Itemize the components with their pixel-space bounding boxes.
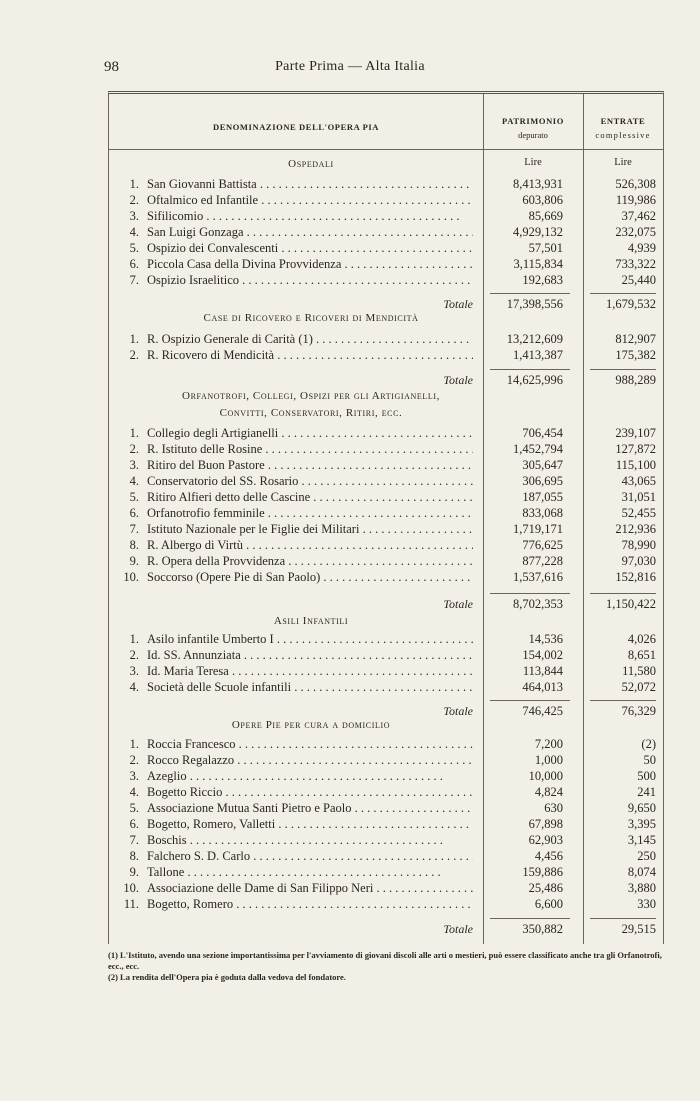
total-row xyxy=(109,921,663,937)
row-patrimonio: 1,000 xyxy=(534,753,563,767)
total-row xyxy=(109,372,663,388)
row-patrimonio: 159,886 xyxy=(522,865,563,879)
row-patrimonio: 85,669 xyxy=(528,209,563,223)
row-entrate: 43,065 xyxy=(621,474,656,488)
row-entrate: 9,650 xyxy=(627,801,656,815)
row-entrate: 232,075 xyxy=(615,225,656,239)
row-number: 8. xyxy=(129,538,139,552)
total-label: Totale xyxy=(443,922,473,936)
row-patrimonio: 3,115,834 xyxy=(513,257,563,271)
total-entrate: 76,329 xyxy=(621,704,656,718)
header-patrimonio xyxy=(483,114,583,142)
table-row xyxy=(109,425,663,441)
table-row xyxy=(109,521,663,537)
row-number: 2. xyxy=(129,442,139,456)
table-row xyxy=(109,784,663,800)
total-patrimonio: 17,398,556 xyxy=(506,297,563,311)
row-name: Soccorso (Opere Pie di San Paolo) . . . xyxy=(147,569,473,585)
row-name: Bogetto Riccio . . . xyxy=(147,784,473,800)
row-number: 3. xyxy=(129,664,139,678)
row-patrimonio: 306,695 xyxy=(522,474,563,488)
footnote-1: (1) L'Istituto, avendo una sezione importantissima per l'avviamento di giovani discoli alle arti o mestieri, può essere classificato anche tra gli Orfanotrofi, ecc., ecc. xyxy=(108,950,662,971)
row-name: Ospizio Israelitico . . . xyxy=(147,272,473,288)
row-entrate: 175,382 xyxy=(615,348,656,362)
row-number: 1. xyxy=(129,737,139,751)
unit-label-patrimonio: Lire xyxy=(524,157,542,168)
row-entrate: 152,816 xyxy=(615,570,656,584)
running-head: Parte Prima — Alta Italia xyxy=(275,59,425,74)
table-row xyxy=(109,347,663,363)
table-row xyxy=(109,473,663,489)
table-row xyxy=(109,192,663,208)
row-entrate: 8,074 xyxy=(627,865,656,879)
total-label: Totale xyxy=(443,373,473,387)
total-patrimonio: 746,425 xyxy=(522,704,563,718)
row-entrate: 526,308 xyxy=(615,177,656,191)
row-number: 3. xyxy=(129,458,139,472)
row-entrate: 3,880 xyxy=(627,881,656,895)
table-row xyxy=(109,832,663,848)
row-name: Istituto Nazionale per le Figlie dei Militari . . . xyxy=(147,521,473,537)
total-entrate: 988,289 xyxy=(615,373,656,387)
total-entrate: 29,515 xyxy=(621,922,656,936)
row-patrimonio: 113,844 xyxy=(522,664,563,678)
row-patrimonio: 57,501 xyxy=(528,241,563,255)
row-patrimonio: 877,228 xyxy=(522,554,563,568)
row-number: 4. xyxy=(129,474,139,488)
total-patrimonio: 14,625,996 xyxy=(506,373,563,387)
total-rule-patrimonio xyxy=(490,369,570,370)
header-patrimonio-title: PATRIMONIO xyxy=(502,116,564,126)
row-entrate: 52,072 xyxy=(621,680,656,694)
table-row xyxy=(109,663,663,679)
total-rule-patrimonio xyxy=(490,918,570,919)
row-number: 11. xyxy=(123,897,139,911)
row-name: R. Istituto delle Rosine . . . xyxy=(147,441,473,457)
section-title-ricovero: Case di Ricovero e Ricoveri di Mendicità xyxy=(203,312,419,324)
row-number: 3. xyxy=(129,209,139,223)
row-number: 1. xyxy=(129,332,139,346)
row-number: 6. xyxy=(129,257,139,271)
row-number: 7. xyxy=(129,522,139,536)
row-number: 4. xyxy=(129,680,139,694)
total-label: Totale xyxy=(443,297,473,311)
table-row xyxy=(109,816,663,832)
row-entrate: 8,651 xyxy=(627,648,656,662)
row-name: Sifilicomio . . . xyxy=(147,208,473,224)
row-entrate: 11,580 xyxy=(622,664,656,678)
row-number: 5. xyxy=(129,490,139,504)
row-number: 9. xyxy=(129,554,139,568)
row-name: Ritiro del Buon Pastore . . . xyxy=(147,457,473,473)
section-title-asili: Asili Infantili xyxy=(273,615,349,627)
row-name: Bogetto, Romero, Valletti . . . xyxy=(147,816,473,832)
row-entrate: 78,990 xyxy=(621,538,656,552)
row-name: Rocco Regalazzo . . . xyxy=(147,752,473,768)
row-name: Ospizio dei Convalescenti . . . xyxy=(147,240,473,256)
row-patrimonio: 13,212,609 xyxy=(506,332,563,346)
row-number: 4. xyxy=(129,785,139,799)
row-patrimonio: 62,903 xyxy=(528,833,563,847)
row-number: 3. xyxy=(129,769,139,783)
row-name: San Luigi Gonzaga . . . xyxy=(147,224,473,240)
row-number: 6. xyxy=(129,817,139,831)
total-rule-entrate xyxy=(590,918,656,919)
row-name: Falchero S. D. Carlo . . . xyxy=(147,848,473,864)
row-patrimonio: 1,452,794 xyxy=(513,442,563,456)
row-number: 10. xyxy=(123,570,139,584)
row-number: 1. xyxy=(129,426,139,440)
row-name: R. Ospizio Generale di Carità (1) . . . xyxy=(147,331,473,347)
section-title-orfanotrofi-2: Convitti, Conservatori, Ritiri, ecc. xyxy=(219,407,403,419)
row-entrate: 31,051 xyxy=(621,490,656,504)
table-row xyxy=(109,752,663,768)
row-entrate: 239,107 xyxy=(615,426,656,440)
row-patrimonio: 833,068 xyxy=(522,506,563,520)
table-row xyxy=(109,631,663,647)
total-row xyxy=(109,596,663,612)
row-patrimonio: 1,719,171 xyxy=(513,522,563,536)
total-rule-entrate xyxy=(590,593,656,594)
row-entrate: 500 xyxy=(637,769,656,783)
table-row xyxy=(109,176,663,192)
table-row xyxy=(109,331,663,347)
row-entrate: 52,455 xyxy=(621,506,656,520)
row-entrate: 97,030 xyxy=(621,554,656,568)
row-number: 5. xyxy=(129,801,139,815)
table-row xyxy=(109,240,663,256)
row-name: Associazione delle Dame di San Filippo Neri . . . xyxy=(147,880,473,896)
row-entrate: 50 xyxy=(643,753,656,767)
table-row xyxy=(109,768,663,784)
header-entrate-title: ENTRATE xyxy=(600,116,646,126)
row-entrate: 4,026 xyxy=(627,632,656,646)
row-number: 4. xyxy=(129,225,139,239)
row-patrimonio: 305,647 xyxy=(522,458,563,472)
row-number: 1. xyxy=(129,177,139,191)
row-name: Orfanotrofio femminile . . . xyxy=(147,505,473,521)
table-row xyxy=(109,208,663,224)
row-patrimonio: 8,413,931 xyxy=(513,177,563,191)
table-row xyxy=(109,256,663,272)
row-name: Piccola Casa della Divina Provvidenza . . . xyxy=(147,256,473,272)
row-entrate: 212,936 xyxy=(615,522,656,536)
row-name: Tallone . . . xyxy=(147,864,473,880)
section-title-domicilio: Opere Pie per cura a domicilio xyxy=(231,719,391,731)
table-row xyxy=(109,457,663,473)
table-row xyxy=(109,505,663,521)
row-patrimonio: 14,536 xyxy=(528,632,563,646)
row-number: 9. xyxy=(129,865,139,879)
row-patrimonio: 1,413,387 xyxy=(513,348,563,362)
total-patrimonio: 350,882 xyxy=(522,922,563,936)
row-number: 6. xyxy=(129,506,139,520)
row-patrimonio: 4,824 xyxy=(534,785,563,799)
table-row xyxy=(109,537,663,553)
row-entrate: 330 xyxy=(637,897,656,911)
row-patrimonio: 776,625 xyxy=(522,538,563,552)
row-entrate: 115,100 xyxy=(615,458,656,472)
page-number: 98 xyxy=(104,59,119,75)
row-entrate: (2) xyxy=(641,737,656,751)
row-patrimonio: 192,683 xyxy=(522,273,563,287)
row-entrate: 241 xyxy=(637,785,656,799)
table-row xyxy=(109,569,663,585)
unit-label-entrate: Lire xyxy=(614,157,632,168)
row-name: Roccia Francesco . . . xyxy=(147,736,473,752)
row-entrate: 812,907 xyxy=(615,332,656,346)
row-number: 7. xyxy=(129,273,139,287)
row-name: Associazione Mutua Santi Pietro e Paolo . . . xyxy=(147,800,473,816)
row-number: 2. xyxy=(129,348,139,362)
table-frame xyxy=(108,91,664,944)
section-title-ospedali: Ospedali xyxy=(288,158,334,170)
total-label: Totale xyxy=(443,597,473,611)
total-entrate: 1,679,532 xyxy=(606,297,656,311)
row-number: 10. xyxy=(123,881,139,895)
table-row xyxy=(109,441,663,457)
row-name: Asilo infantile Umberto I . . . xyxy=(147,631,473,647)
header-entrate xyxy=(583,114,663,142)
row-name: Società delle Scuole infantili . . . xyxy=(147,679,473,695)
row-entrate: 4,939 xyxy=(627,241,656,255)
table-row xyxy=(109,553,663,569)
row-entrate: 119,986 xyxy=(615,193,656,207)
row-entrate: 250 xyxy=(637,849,656,863)
row-number: 8. xyxy=(129,849,139,863)
row-patrimonio: 6,600 xyxy=(534,897,563,911)
table-row xyxy=(109,272,663,288)
row-name: Id. SS. Annunziata . . . xyxy=(147,647,473,663)
row-patrimonio: 464,013 xyxy=(522,680,563,694)
row-entrate: 127,872 xyxy=(615,442,656,456)
row-patrimonio: 1,537,616 xyxy=(513,570,563,584)
row-patrimonio: 25,486 xyxy=(528,881,563,895)
row-patrimonio: 7,200 xyxy=(534,737,563,751)
table-row xyxy=(109,880,663,896)
total-entrate: 1,150,422 xyxy=(606,597,656,611)
table-row xyxy=(109,736,663,752)
row-patrimonio: 630 xyxy=(544,801,563,815)
header-patrimonio-sub: depurato xyxy=(518,130,548,140)
row-name: Oftalmico ed Infantile . . . xyxy=(147,192,473,208)
total-rule-patrimonio xyxy=(490,293,570,294)
header-denomination: DENOMINAZIONE DELL'OPERA PIA xyxy=(212,122,380,132)
row-name: San Giovanni Battista . . . xyxy=(147,176,473,192)
table-row xyxy=(109,679,663,695)
row-number: 1. xyxy=(129,632,139,646)
row-entrate: 37,462 xyxy=(621,209,656,223)
section-title-orfanotrofi-1: Orfanotrofi, Collegi, Ospizi per gli Artigianelli, xyxy=(182,390,440,402)
row-name: R. Ricovero di Mendicità . . . xyxy=(147,347,473,363)
row-name: R. Albergo di Virtù . . . xyxy=(147,537,473,553)
row-name: R. Opera della Provvidenza . . . xyxy=(147,553,473,569)
row-entrate: 3,395 xyxy=(627,817,656,831)
table-row xyxy=(109,647,663,663)
table-row xyxy=(109,800,663,816)
row-name: Bogetto, Romero . . . xyxy=(147,896,473,912)
total-rule-patrimonio xyxy=(490,593,570,594)
header-entrate-sub: complessive xyxy=(595,130,651,140)
total-rule-entrate xyxy=(590,293,656,294)
row-patrimonio: 154,002 xyxy=(522,648,563,662)
total-rule-entrate xyxy=(590,700,656,701)
row-number: 2. xyxy=(129,753,139,767)
row-patrimonio: 4,929,132 xyxy=(513,225,563,239)
total-rule-patrimonio xyxy=(490,700,570,701)
table-row xyxy=(109,896,663,912)
row-number: 2. xyxy=(129,193,139,207)
row-name: Boschis . . . xyxy=(147,832,473,848)
row-patrimonio: 10,000 xyxy=(528,769,563,783)
row-patrimonio: 67,898 xyxy=(528,817,563,831)
row-patrimonio: 706,454 xyxy=(522,426,563,440)
row-name: Ritiro Alfieri detto delle Cascine . . . xyxy=(147,489,473,505)
total-rule-entrate xyxy=(590,369,656,370)
total-label: Totale xyxy=(443,704,473,718)
table-row xyxy=(109,489,663,505)
row-number: 7. xyxy=(129,833,139,847)
row-name: Azeglio . . . xyxy=(147,768,473,784)
row-entrate: 733,322 xyxy=(615,257,656,271)
table-row xyxy=(109,224,663,240)
row-patrimonio: 603,806 xyxy=(522,193,563,207)
row-entrate: 25,440 xyxy=(621,273,656,287)
row-name: Collegio degli Artigianelli . . . xyxy=(147,425,473,441)
row-patrimonio: 4,456 xyxy=(534,849,563,863)
row-name: Conservatorio del SS. Rosario . . . xyxy=(147,473,473,489)
row-patrimonio: 187,055 xyxy=(522,490,563,504)
footnote-2: (2) La rendita dell'Opera pia è goduta dalla vedova del fondatore. xyxy=(108,972,346,982)
row-entrate: 3,145 xyxy=(627,833,656,847)
row-number: 2. xyxy=(129,648,139,662)
total-patrimonio: 8,702,353 xyxy=(513,597,563,611)
table-row xyxy=(109,864,663,880)
row-number: 5. xyxy=(129,241,139,255)
table-row xyxy=(109,848,663,864)
row-name: Id. Maria Teresa . . . xyxy=(147,663,473,679)
